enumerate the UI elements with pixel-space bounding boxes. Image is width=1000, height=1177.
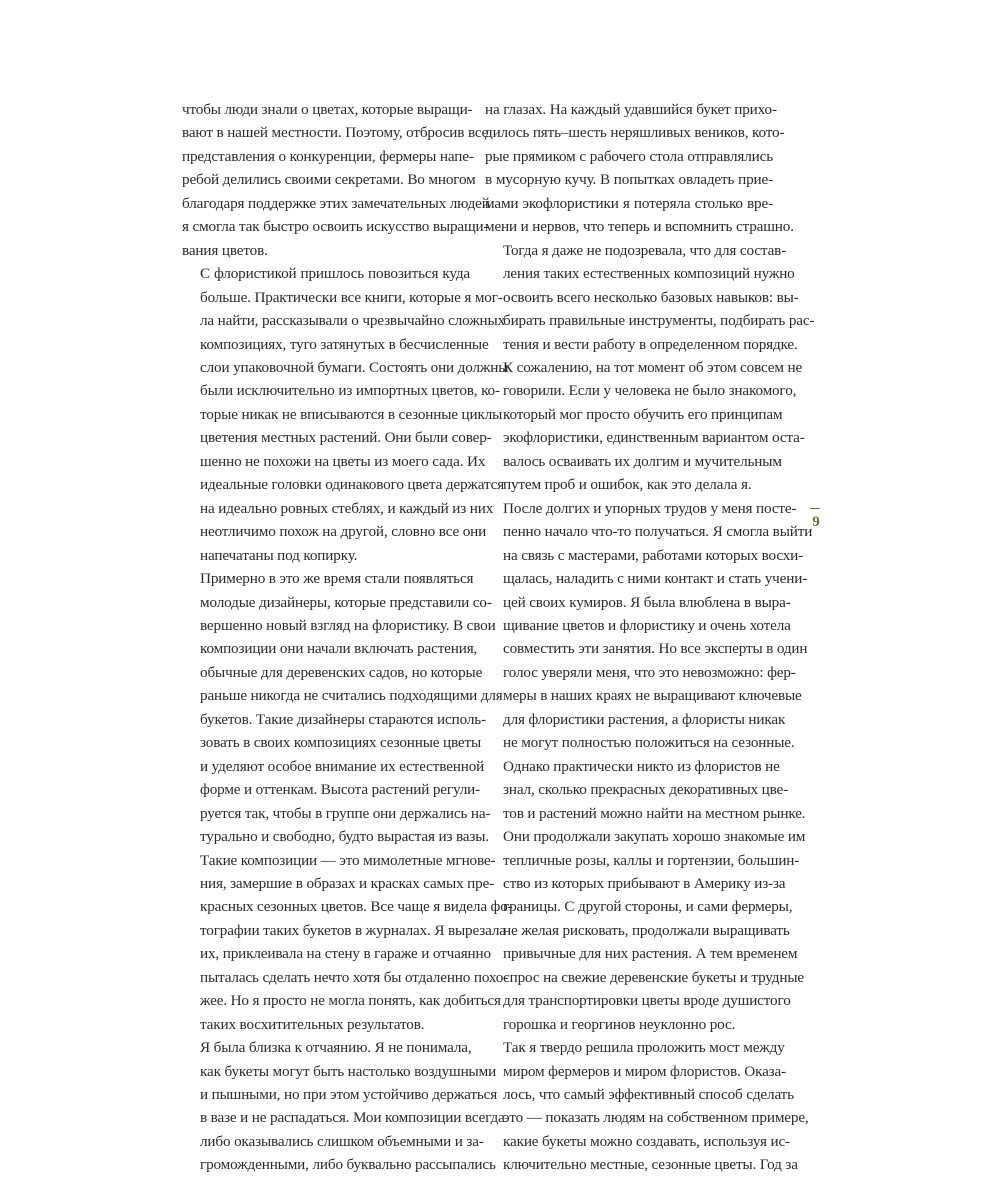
text-line: в мусорную кучу. В попытках овладеть прие- [485, 171, 773, 189]
text-line: цей своих кумиров. Я была влюблена в выра- [503, 593, 791, 611]
text-line: я смогла так быстро освоить искусство выращи- [182, 218, 489, 236]
text-line: Они продолжали закупать хорошо знакомые им [503, 828, 806, 846]
text-line: щивание цветов и флористику и очень хотела [503, 616, 791, 634]
text-line: границы. С другой стороны, и сами фермеры, [503, 898, 793, 916]
text-line: Такие композиции — это мимолетные мгнове- [200, 851, 496, 869]
text-line: К сожалению, на тот момент об этом совсем не [503, 358, 803, 376]
text-line: вершенно новый взгляд на флористику. В свои [200, 616, 496, 634]
text-line: рые прямиком с рабочего стола отправлялись [485, 147, 773, 165]
text-line: жее. Но я просто не могла понять, как добиться [200, 992, 501, 1010]
text-line: благодаря поддержке этих замечательных людей [182, 194, 490, 212]
text-line: слои упаковочной бумаги. Состоять они должны [200, 358, 509, 376]
text-line: лось, что самый эффективный способ сделать [503, 1086, 794, 1104]
text-line: представления о конкуренции, фермеры напе- [182, 147, 474, 165]
text-line: вания цветов. [182, 241, 268, 259]
text-line: турально и свободно, будто вырастая из вазы. [200, 828, 489, 846]
text-line: в вазе и не распадаться. Мои композиции всегда [200, 1109, 505, 1127]
text-line: и уделяют особое внимание их естественной [200, 757, 485, 775]
text-line: торые никак не вписываются в сезонные циклы [200, 405, 503, 423]
left-column-paragraph [182, 567, 513, 1036]
page-number: 9 [812, 514, 820, 530]
text-line: не могут полностью положиться на сезонные. [503, 734, 795, 752]
text-line: Я была близка к отчаянию. Я не понимала, [200, 1039, 472, 1057]
left-column-paragraph [182, 98, 490, 262]
text-line: ребой делились своими секретами. Во многом [182, 171, 476, 189]
left-column-paragraph [182, 1036, 505, 1177]
text-line: и пышными, но при этом устойчиво держаться [200, 1086, 498, 1104]
text-line: говорили. Если у человека не было знакомого, [503, 382, 797, 400]
text-line: идеальные головки одинакового цвета держатся [200, 476, 505, 494]
text-line: не желая рисковать, продолжали выращивать [503, 921, 790, 939]
left-text-column [182, 98, 513, 1177]
text-line: бирать правильные инструменты, подбирать рас- [503, 312, 815, 330]
text-line: руется так, чтобы в группе они держались на- [200, 804, 491, 822]
text-line: пенно начало что-то получаться. Я смогла выйти [503, 523, 813, 541]
text-line: спрос на свежие деревенские букеты и трудные [503, 968, 804, 986]
text-line: Примерно в это же время стали появляться [200, 570, 474, 588]
text-line: пыталась сделать нечто хотя бы отдаленно похо- [200, 968, 509, 986]
text-line: мени и нервов, что теперь и вспомнить страшно. [485, 218, 794, 236]
text-line: чтобы люди знали о цветах, которые выращи- [182, 101, 473, 118]
text-line: либо оказывались слишком объемными и за- [200, 1132, 484, 1150]
right-column-paragraph [485, 497, 813, 1036]
text-line: путем проб и ошибок, как это делала я. [503, 476, 752, 494]
text-line: экофлористики, единственным вариантом оста- [503, 429, 805, 447]
text-line: голос уверяли меня, что это невозможно: фер- [503, 663, 796, 681]
left-column-paragraph [182, 262, 509, 567]
text-line: освоить всего несколько базовых навыков: вы- [503, 288, 799, 306]
text-line: ключительно местные, сезонные цветы. Год за [503, 1156, 798, 1174]
text-line: для флористики растения, а флористы никак [503, 710, 786, 728]
text-line: После долгих и упорных трудов у меня посте- [503, 499, 797, 517]
text-line: ния, замершие в образах и красках самых пре- [200, 874, 495, 892]
text-line: дилось пять–шесть неряшливых веников, кото- [485, 124, 785, 142]
text-line: тов и растений можно найти на местном рынке. [503, 804, 806, 822]
text-line: форме и оттенкам. Высота растений регули- [200, 781, 481, 799]
text-line: совместить эти занятия. Но все эксперты в один [503, 640, 808, 658]
text-line: миром фермеров и миром флористов. Оказа- [503, 1062, 787, 1080]
text-line: ство из которых прибывают в Америку из-за [503, 874, 786, 892]
text-line: С флористикой пришлось повозиться куда [200, 265, 470, 283]
text-line: шенно не похожи на цветы из моего сада. Их [200, 452, 486, 470]
text-line: меры в наших краях не выращивают ключевые [503, 687, 802, 705]
text-line: привычные для них растения. А тем временем [503, 945, 798, 963]
text-line: зовать в своих композициях сезонные цветы [200, 734, 482, 752]
text-line: больше. Практически все книги, которые я мог- [200, 288, 503, 306]
text-line: напечатаны под копирку. [200, 546, 358, 564]
text-line: цветения местных растений. Они были совер- [200, 429, 492, 447]
text-line: букетов. Такие дизайнеры стараются исполь- [200, 710, 486, 728]
text-line: вают в нашей местности. Поэтому, отбросив все [182, 124, 489, 142]
text-line: Однако практически никто из флористов не [503, 757, 780, 775]
text-line: это — показать людям на собственном примере, [503, 1109, 809, 1127]
text-line: горошка и георгинов неуклонно рос. [503, 1015, 736, 1033]
page-number-rule [810, 508, 820, 509]
text-line: громожденными, либо буквально рассыпались [200, 1156, 496, 1174]
text-line: как букеты могут быть настолько воздушными [200, 1062, 497, 1080]
right-column-paragraph [485, 239, 815, 497]
text-line: на связь с мастерами, работами которых восхи- [503, 546, 804, 564]
right-column-paragraph [485, 98, 794, 239]
text-line: красных сезонных цветов. Все чаще я видела фо- [200, 898, 513, 916]
text-line: валось осваивать их долгим и мучительным [503, 452, 782, 470]
text-line: композициях, туго затянутых в бесчисленные [200, 335, 489, 353]
text-line: на глазах. На каждый удавшийся букет прихо- [485, 101, 777, 118]
text-line: тепличные розы, каллы и гортензии, большин- [503, 851, 800, 869]
text-line: тографии таких букетов в журналах. Я вырезала [200, 921, 506, 939]
text-line: Тогда я даже не подозревала, что для состав- [503, 241, 787, 259]
right-text-column [485, 98, 815, 1177]
text-line: таких восхитительных результатов. [200, 1015, 425, 1033]
text-line: молодые дизайнеры, которые представили со- [200, 593, 492, 611]
text-line: Так я твердо решила проложить мост между [503, 1039, 785, 1057]
text-line: обычные для деревенских садов, но которые [200, 663, 483, 681]
text-line: для транспортировки цветы вроде душистого [503, 992, 791, 1010]
text-line: на идеально ровных стеблях, и каждый из них [200, 499, 494, 517]
text-line: какие букеты можно создавать, используя ис- [503, 1132, 790, 1150]
text-line: их, приклеивала на стену в гараже и отчаянно [200, 945, 491, 963]
text-line: неотличимо похож на другой, словно все они [200, 523, 487, 541]
text-line: щалась, наладить с ними контакт и стать учени- [503, 570, 808, 588]
text-line: композиции они начали включать растения, [200, 640, 478, 658]
text-line: который мог просто обучить его принципам [503, 405, 783, 423]
text-line: были исключительно из импортных цветов, ко- [200, 382, 500, 400]
text-line: мами экофлористики я потеряла столько вре- [485, 194, 773, 212]
right-column-paragraph [485, 1036, 809, 1177]
text-line: ления таких естественных композиций нужно [503, 265, 795, 283]
text-line: ла найти, рассказывали о чрезвычайно сложных [200, 312, 506, 330]
text-line: тения и вести работу в определенном порядке. [503, 335, 798, 353]
text-line: раньше никогда не считались подходящими для [200, 687, 503, 705]
text-line: знал, сколько прекрасных декоративных цве- [503, 781, 789, 799]
